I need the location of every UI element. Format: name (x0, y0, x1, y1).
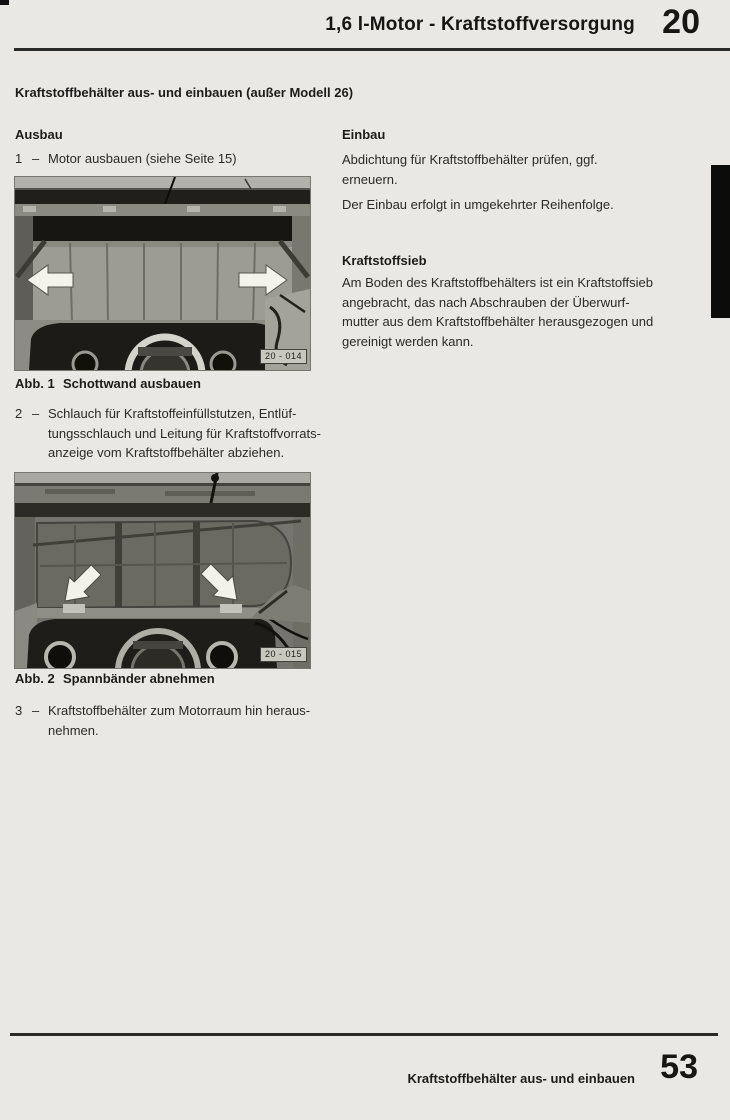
page-title: 1,6 l-Motor - Kraftstoffversorgung (325, 14, 635, 35)
einbau-heading: Einbau (342, 127, 386, 142)
kraftstoffsieb-heading: Kraftstoffsieb (342, 253, 427, 268)
figure-1-label: Abb. 1 (15, 376, 55, 391)
step-2-number: 2 (15, 406, 23, 421)
figure-1-caption (15, 376, 201, 391)
kraftstoffsieb-line: gereinigt werden kann. (342, 333, 474, 349)
step-1-text: Motor ausbauen (siehe Seite 15) (48, 151, 237, 166)
header-rule (14, 48, 730, 51)
photo-id-badge: 20 - 015 (260, 647, 307, 662)
step-2-text-line: Schlauch für Kraftstoffeinfüllstutzen, Entlüf- (48, 406, 297, 421)
step-3-dash: – (32, 703, 40, 718)
einbau-paragraph-2 (342, 195, 677, 215)
section-title: Kraftstoffbehälter aus- und einbauen (außer Modell 26) (15, 85, 354, 100)
kraftstoffsieb-line: angebracht, das nach Abschrauben der Überwurf- (342, 294, 630, 310)
step-2-dash: – (32, 406, 40, 421)
page-number: 53 (660, 1048, 698, 1086)
kraftstoffsieb-paragraph (342, 273, 677, 351)
figure-2-caption-text: Spannbänder abnehmen (63, 671, 215, 686)
fuel-tank-straps-photo (15, 473, 310, 668)
figure-1-photo (15, 177, 310, 370)
step-1-number: 1 (15, 151, 23, 166)
step-3-text-line: Kraftstoffbehälter zum Motorraum hin heraus- (48, 703, 311, 718)
kraftstoffsieb-line: Am Boden des Kraftstoffbehälters ist ein Kraftstoffsieb (342, 275, 653, 290)
chapter-number: 20 (662, 3, 700, 41)
figure-2-label: Abb. 2 (15, 671, 55, 686)
einbau-paragraph-1-line: erneuern. (342, 171, 398, 187)
ausbau-heading: Ausbau (15, 127, 63, 142)
step-2-text-line: anzeige vom Kraftstoffbehälter abziehen. (48, 445, 285, 460)
figure-1-caption-text: Schottwand ausbauen (63, 376, 201, 391)
step-3-number: 3 (15, 703, 23, 718)
footer-rule (10, 1033, 718, 1036)
kraftstoffsieb-line: mutter aus dem Kraftstoffbehälter herausgezogen und (342, 314, 654, 329)
einbau-paragraph-1-line: Abdichtung für Kraftstoffbehälter prüfen, ggf. (342, 152, 598, 167)
engine-bay-fuel-tank-photo (15, 177, 310, 370)
scan-corner-mark (0, 0, 9, 5)
photo-id-badge: 20 - 014 (260, 349, 307, 364)
step-2 (15, 404, 327, 463)
step-1 (15, 149, 327, 169)
step-3-text-line: nehmen. (48, 722, 99, 738)
step-2-text-line: tungsschlauch und Leitung für Kraftstoffvorrats- (48, 425, 321, 441)
thumb-index-tab (711, 165, 730, 318)
einbau-paragraph-2-line: Der Einbau erfolgt in umgekehrter Reihenfolge. (342, 197, 614, 212)
figure-2-photo (15, 473, 310, 668)
einbau-paragraph-1 (342, 150, 677, 189)
step-3 (15, 701, 327, 740)
step-1-dash: – (32, 151, 40, 166)
figure-2-caption (15, 671, 215, 686)
footer-section-title: Kraftstoffbehälter aus- und einbauen (407, 1071, 635, 1086)
